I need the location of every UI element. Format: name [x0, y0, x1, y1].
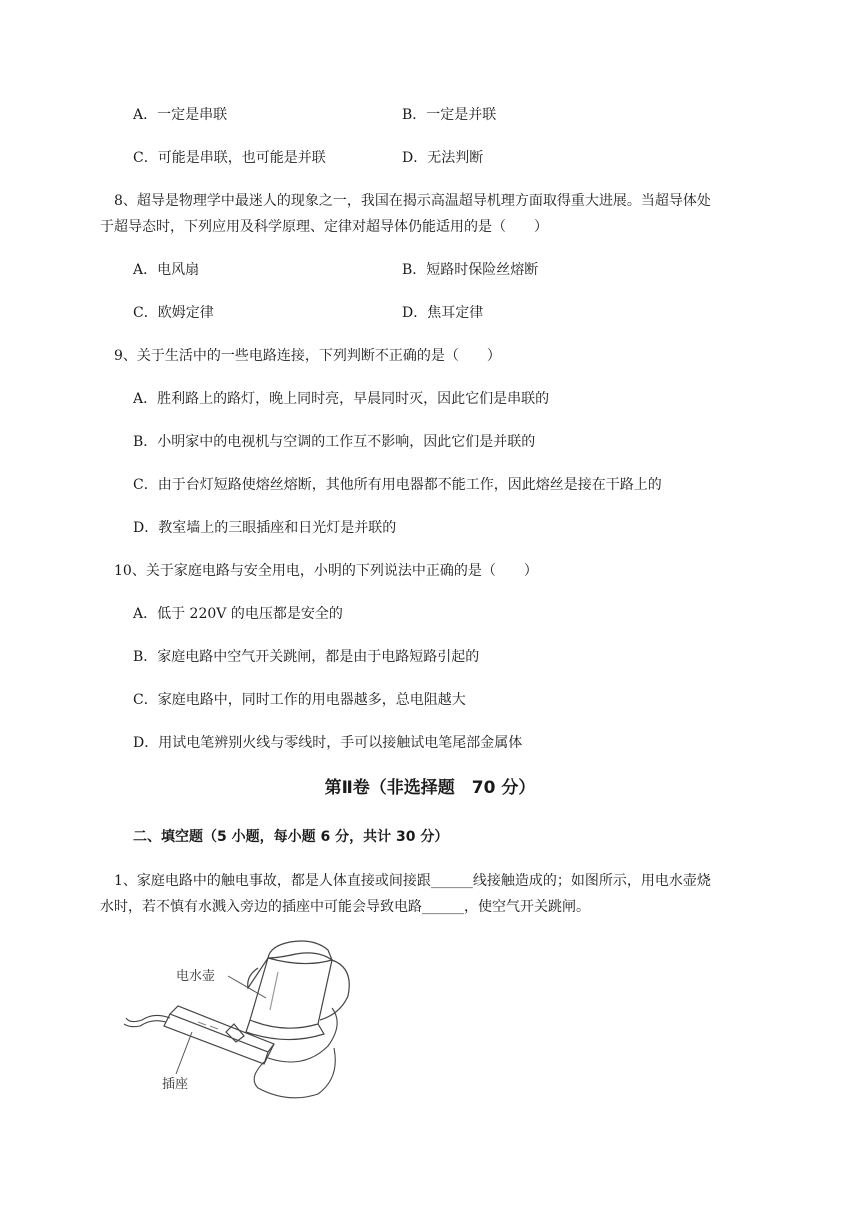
kettle-leader-line [228, 976, 266, 998]
q9-option-b: B．小明家中的电视机与空调的工作互不影响，因此它们是并联的 [133, 434, 536, 450]
fill1-line1: 1、家庭电路中的触电事故，都是人体直接或间接跟______线接触造成的；如图所示，用电水壶烧 [114, 873, 711, 889]
q9-option-a: A．胜利路上的路灯，晚上同时亮，早晨同时灭，因此它们是串联的 [133, 391, 550, 407]
q10-option-d: D．用试电笔辨别火线与零线时，手可以接触试电笔尾部金属体 [133, 735, 523, 751]
q7-option-d: D．无法判断 [402, 150, 484, 166]
q9-option-d: D．教室墙上的三眼插座和日光灯是并联的 [133, 520, 397, 536]
q10-option-a: A．低于 220V 的电压都是安全的 [133, 606, 343, 622]
part2-heading: 第Ⅱ卷（非选择题 70 分） [324, 778, 536, 798]
q8-option-a: A．电风扇 [133, 262, 200, 278]
q10-option-b: B．家庭电路中空气开关跳闸，都是由于电路短路引起的 [133, 649, 480, 665]
q10-stem: 10、关于家庭电路与安全用电，小明的下列说法中正确的是（ ） [114, 563, 538, 579]
q7-option-a: A．一定是串联 [133, 107, 228, 123]
q8-stem-line2: 于超导态时，下列应用及科学原理、定律对超导体仍能适用的是（ ） [100, 219, 548, 235]
power-cord-icon [124, 1008, 337, 1098]
socket-label: 插座 [162, 1077, 189, 1092]
kettle-socket-figure [118, 928, 358, 1108]
kettle-label: 电水壶 [176, 969, 216, 984]
q9-option-c: C．由于台灯短路使熔丝熔断，其他所有用电器都不能工作，因此熔丝是接在干路上的 [133, 477, 662, 493]
q9-stem: 9、关于生活中的一些电路连接，下列判断不正确的是（ ） [114, 348, 501, 364]
q7-option-c: C．可能是串联，也可能是并联 [133, 150, 326, 166]
q8-stem-line1: 8、超导是物理学中最迷人的现象之一，我国在揭示高温超导机理方面取得重大进展。当超导体处 [114, 193, 711, 209]
section2-title: 二、填空题（5 小题，每小题 6 分，共计 30 分） [133, 829, 449, 845]
q10-option-c: C．家庭电路中，同时工作的用电器越多，总电阻越大 [133, 692, 466, 708]
socket-leader-line [176, 1032, 192, 1074]
q8-option-d: D．焦耳定律 [402, 305, 484, 321]
q8-option-b: B．短路时保险丝熔断 [402, 262, 539, 278]
fill1-line2: 水时，若不慎有水溅入旁边的插座中可能会导致电路______，使空气开关跳闸。 [100, 899, 590, 915]
kettle-icon [246, 941, 349, 1040]
q7-option-b: B．一定是并联 [402, 107, 497, 123]
q8-option-c: C．欧姆定律 [133, 305, 214, 321]
